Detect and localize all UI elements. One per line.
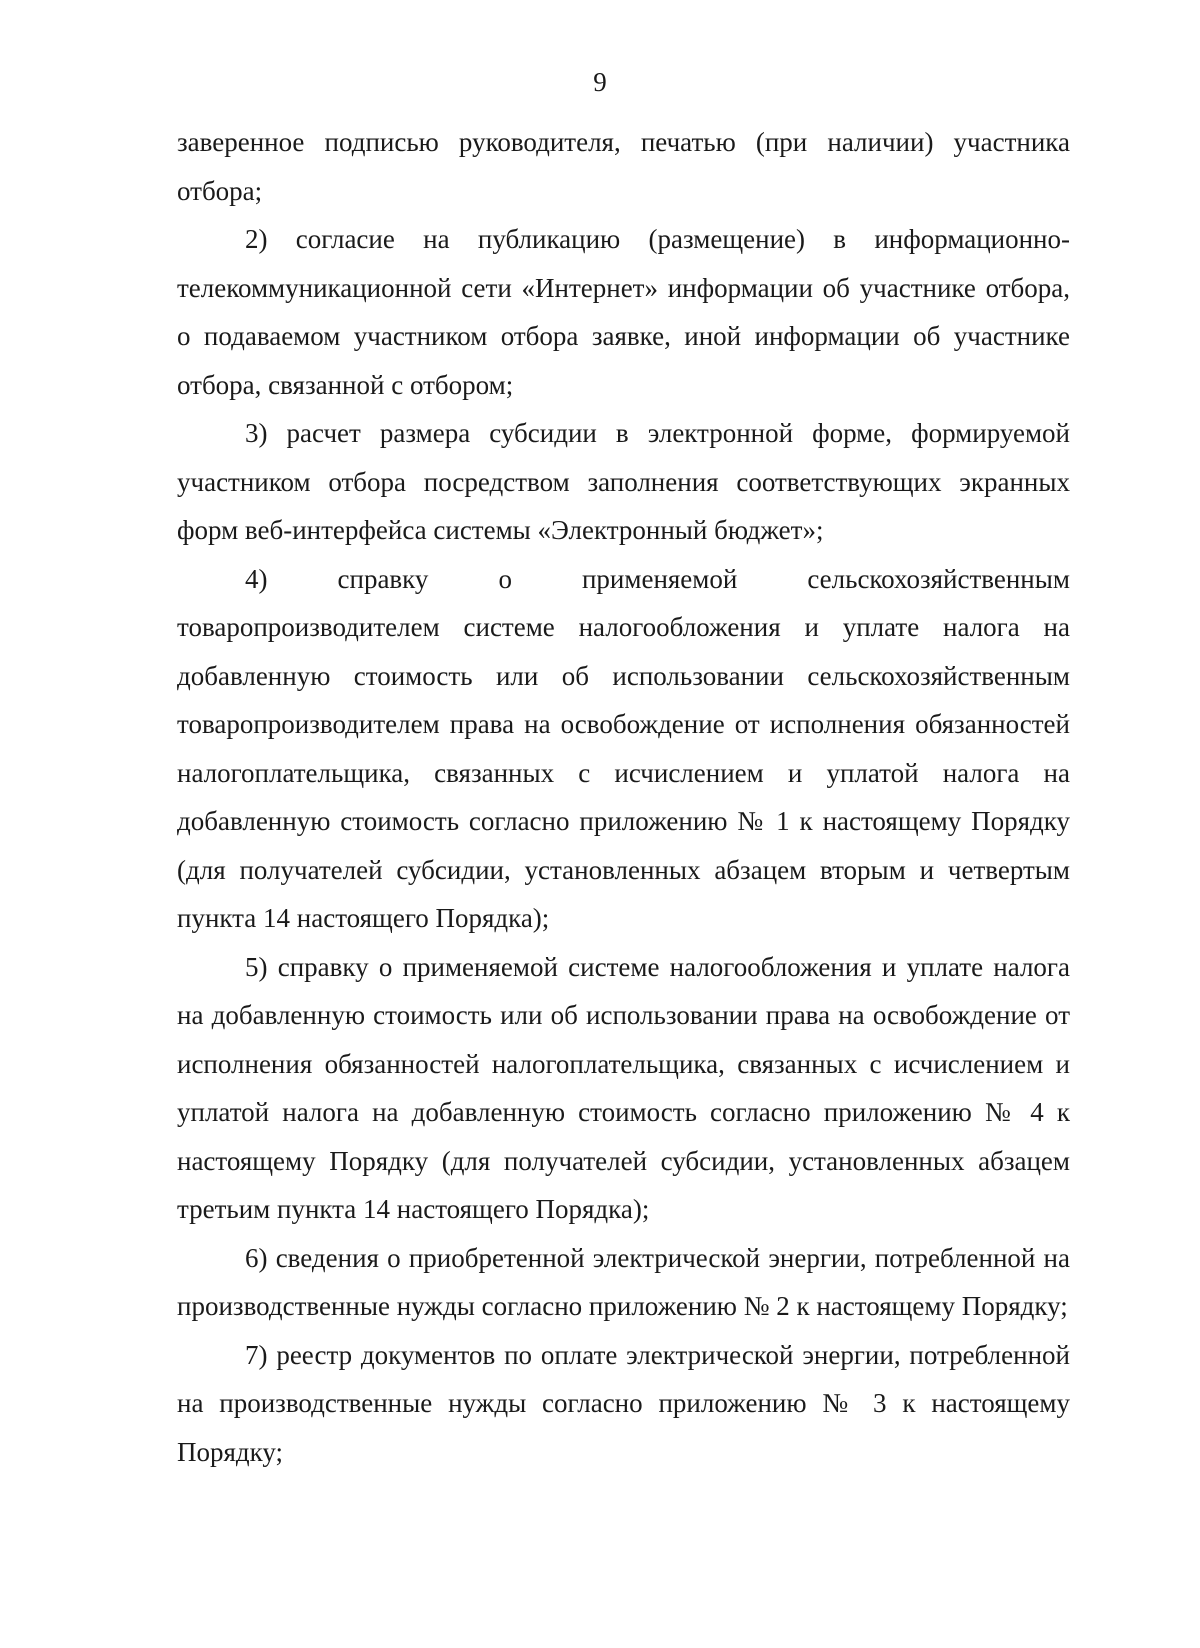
page-number: 9 bbox=[593, 67, 607, 97]
document-body bbox=[177, 118, 1070, 1476]
paragraph-continuation: заверенное подписью руководителя, печатью (при наличии) участника отбора; bbox=[177, 127, 1070, 206]
paragraph-item-6: 6) сведения о приобретенной электрической энергии, потребленной на производственные нужды согласно приложению № 2 к настоящему Порядку; bbox=[177, 1242, 1070, 1321]
paragraph-item-3: 3) расчет размера субсидии в электронной форме, формируемой участником отбора посредством заполнения соответствующих экранных форм веб-интерфейса системы «Электронный бюджет»; bbox=[177, 418, 1070, 545]
paragraph-item-7: 7) реестр документов по оплате электрической энергии, потребленной на производственные нужды согласно приложению № 3 к настоящему Порядку; bbox=[177, 1339, 1070, 1467]
paragraph-item-5: 5) справку о применяемой системе налогообложения и уплате налога на добавленную стоимость или об использовании права на освобождение от исполнения обязанностей налогоплательщика, связанных с исчислением и уплатой налога на добавленную стоимость согласно приложению № 4 к настоящему Порядку (для получателей субсидии, установленных абзацем третьим пункта 14 настоящего Порядка); bbox=[177, 951, 1070, 1224]
paragraph-item-2: 2) согласие на публикацию (размещение) в информационно-телекоммуникационной сети «Интернет» информации об участнике отбора, о подаваемом участником отбора заявке, иной информации об участнике отбора, связанной с отбором; bbox=[177, 224, 1070, 400]
paragraph-item-4: 4) справку о применяемой сельскохозяйственным товаропроизводителем системе налогообложения и уплате налога на добавленную стоимость или об использовании сельскохозяйственным товаропроизводителем права на освобождение от исполнения обязанностей налогоплательщика, связанных с исчислением и уплатой налога на добавленную стоимость согласно приложению № 1 к настоящему Порядку (для получателей субсидии, установленных абзацем вторым и четвертым пункта 14 настоящего Порядка); bbox=[177, 563, 1070, 933]
